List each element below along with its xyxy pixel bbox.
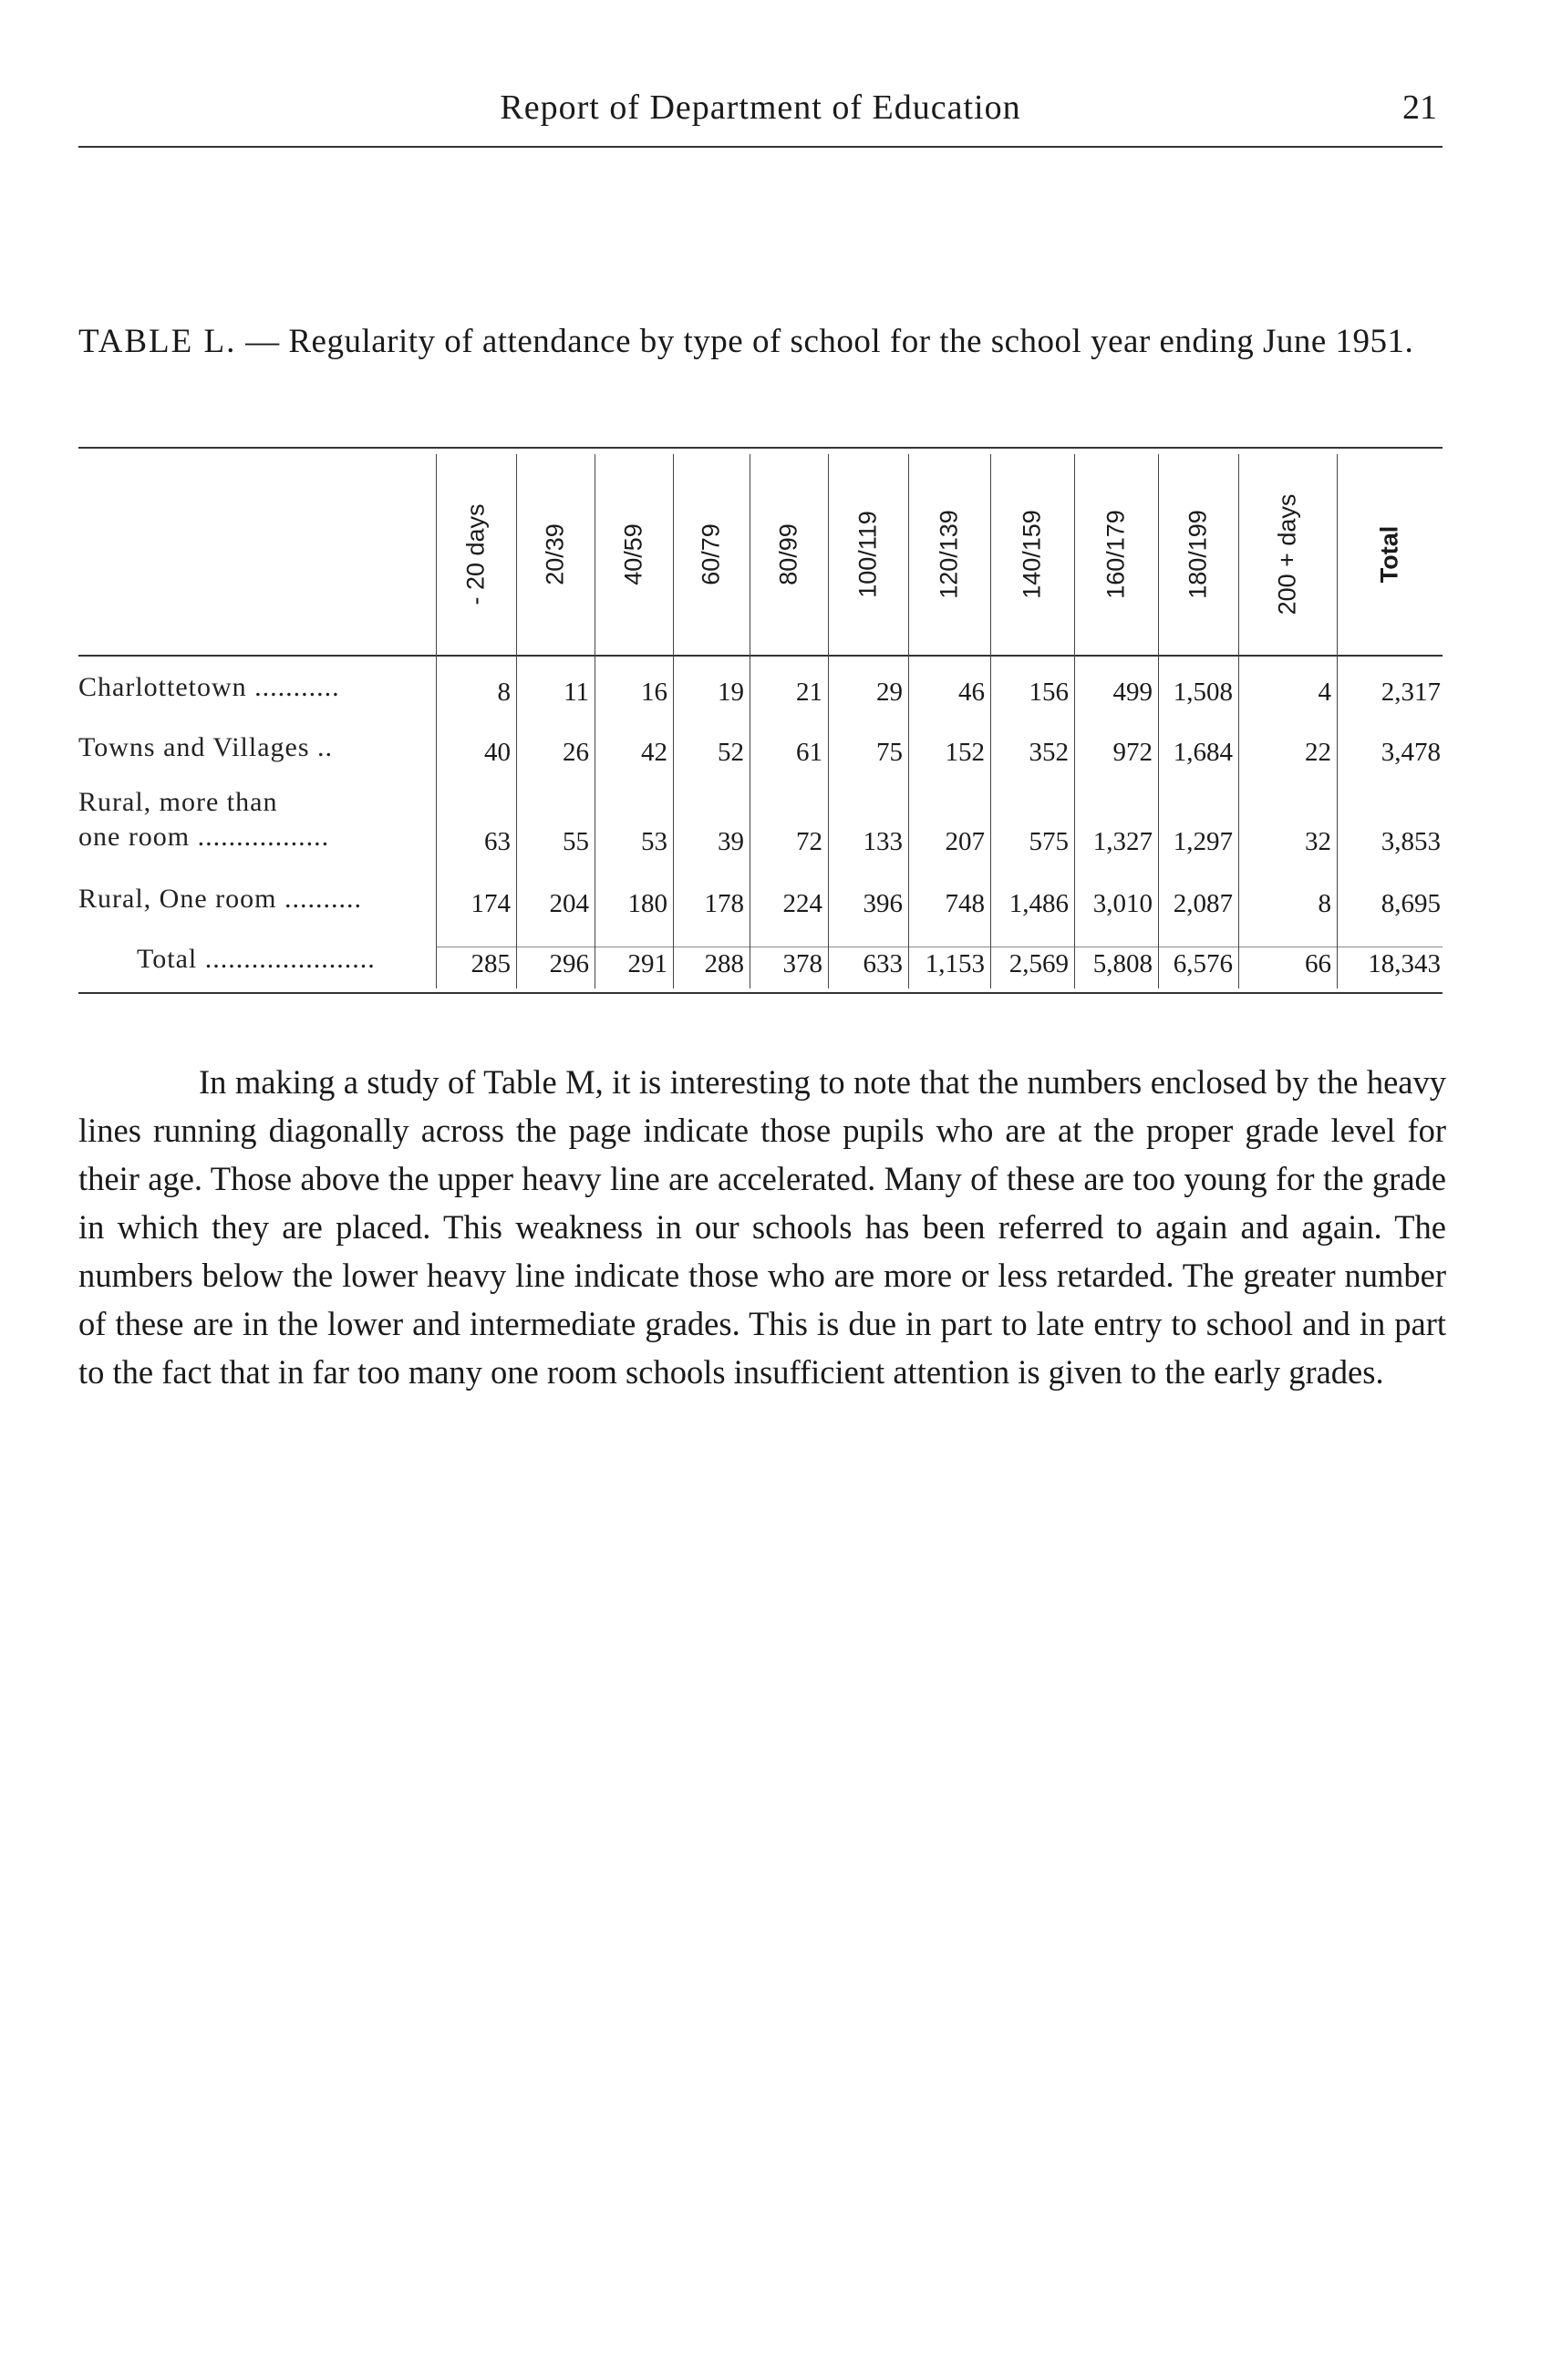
table-cell: 3,853 bbox=[1381, 827, 1441, 856]
table-cell: 39 bbox=[718, 827, 744, 856]
table-cell: 174 bbox=[471, 889, 511, 918]
table-cell: 4 bbox=[1318, 678, 1331, 707]
table-cell: 22 bbox=[1305, 738, 1331, 767]
table-label: TABLE L. bbox=[78, 323, 237, 360]
table-cell: 40 bbox=[484, 738, 511, 767]
column-divider bbox=[1337, 454, 1338, 988]
column-header: 20/39 bbox=[541, 523, 569, 585]
table-cell: 575 bbox=[1029, 827, 1069, 856]
body-text bbox=[78, 1058, 1446, 1396]
row-label: Rural, more than bbox=[78, 787, 278, 817]
column-header: 200 + days bbox=[1273, 493, 1301, 616]
table-cell: 1,327 bbox=[1092, 827, 1153, 856]
table-cell: 2,087 bbox=[1173, 889, 1233, 918]
table-cell: 11 bbox=[564, 678, 589, 707]
table-cell: 633 bbox=[863, 949, 903, 978]
table-cell: 18,343 bbox=[1368, 949, 1441, 978]
table-cell: 3,010 bbox=[1092, 889, 1153, 918]
table-cell: 32 bbox=[1305, 827, 1331, 856]
table-top-rule bbox=[78, 447, 1443, 449]
body-paragraph: In making a study of Table M, it is interesting to note that the numbers enclosed by the heavy lines running diagonally across the page indicate those pupils who are at the proper grade level for their age. Those above the upper heavy line are accelerated. Many of these are too young for the grade in which they are placed. This weakness in our schools has been referred to again and again. The numbers below the lower heavy line indicate those who are more or less retarded. The greater number of these are in the lower and intermediate grades. This is due in part to late entry to school and in part to the fact that in far too many one room schools insufficient attention is given to the early grades. bbox=[78, 1063, 1446, 1391]
table-cell: 178 bbox=[704, 889, 744, 918]
table-cell: 285 bbox=[471, 949, 511, 978]
table-cell: 1,508 bbox=[1173, 678, 1233, 707]
table-cell: 5,808 bbox=[1092, 949, 1153, 978]
table-cell: 748 bbox=[945, 889, 985, 918]
table-cell: 1,153 bbox=[925, 949, 985, 978]
table-cell: 63 bbox=[484, 827, 511, 856]
table-cell: 46 bbox=[958, 678, 985, 707]
table-cell: 204 bbox=[549, 889, 589, 918]
table-cell: 180 bbox=[627, 889, 667, 918]
column-divider bbox=[436, 454, 437, 988]
row-label: Towns and Villages .. bbox=[78, 732, 334, 762]
table-cell: 133 bbox=[863, 827, 903, 856]
table-cell: 296 bbox=[549, 949, 589, 978]
table-cell: 396 bbox=[863, 889, 903, 918]
row-label: Charlottetown ........... bbox=[78, 672, 340, 702]
table-cell: 499 bbox=[1112, 678, 1153, 707]
table-cell: 2,569 bbox=[1008, 949, 1069, 978]
table-cell: 1,486 bbox=[1008, 889, 1069, 918]
table-cell: 26 bbox=[563, 738, 589, 767]
table-cell: 207 bbox=[945, 827, 985, 856]
page-header bbox=[78, 88, 1443, 142]
table-caption bbox=[78, 319, 1446, 365]
table-cell: 288 bbox=[704, 949, 744, 978]
table-cell: 156 bbox=[1029, 678, 1069, 707]
table-cell: 16 bbox=[641, 678, 667, 707]
table-cell: 66 bbox=[1305, 949, 1331, 978]
caption-dash: — bbox=[245, 323, 280, 360]
table-cell: 75 bbox=[876, 738, 903, 767]
column-header: 100/119 bbox=[853, 511, 882, 598]
column-divider bbox=[673, 454, 674, 988]
column-header: 40/59 bbox=[619, 523, 647, 585]
table-cell: 3,478 bbox=[1381, 738, 1441, 767]
row-label: Rural, One room .......... bbox=[78, 884, 362, 914]
column-divider bbox=[516, 454, 517, 988]
column-divider bbox=[908, 454, 909, 988]
column-divider bbox=[1158, 454, 1159, 988]
table-cell: 352 bbox=[1029, 738, 1069, 767]
page-number: 21 bbox=[1402, 88, 1437, 127]
table-cell: 61 bbox=[796, 738, 822, 767]
column-header: 60/79 bbox=[697, 523, 725, 585]
table-cell: 8,695 bbox=[1381, 889, 1441, 918]
table-cell: 53 bbox=[641, 827, 667, 856]
column-divider bbox=[990, 454, 991, 988]
column-header: 180/199 bbox=[1184, 510, 1212, 599]
table-cell: 55 bbox=[563, 827, 589, 856]
table-cell: 52 bbox=[718, 738, 744, 767]
column-divider bbox=[828, 454, 829, 988]
table-cell: 19 bbox=[718, 678, 744, 707]
table-cell: 224 bbox=[782, 889, 822, 918]
table-cell: 2,317 bbox=[1381, 678, 1441, 707]
table-bottom-rule bbox=[78, 992, 1443, 994]
table-cell: 1,684 bbox=[1173, 738, 1233, 767]
column-header: 160/179 bbox=[1101, 510, 1130, 599]
column-header: 140/159 bbox=[1018, 510, 1046, 599]
table-cell: 72 bbox=[796, 827, 822, 856]
table-cell: 378 bbox=[782, 949, 822, 978]
table-cell: 6,576 bbox=[1173, 949, 1233, 978]
header-rule bbox=[78, 146, 1443, 148]
table-cell: 8 bbox=[1318, 889, 1331, 918]
table-cell: 152 bbox=[945, 738, 985, 767]
table-cell: 29 bbox=[876, 678, 903, 707]
table-cell: 21 bbox=[796, 678, 822, 707]
caption-text: Regularity of attendance by type of school for the school year ending June 1951. bbox=[288, 323, 1414, 360]
column-header: - 20 days bbox=[461, 503, 490, 605]
column-header: 80/99 bbox=[774, 523, 802, 585]
column-divider bbox=[1238, 454, 1239, 988]
running-title: Report of Department of Education bbox=[500, 88, 1021, 127]
table-cell: 972 bbox=[1112, 738, 1153, 767]
table-cell: 291 bbox=[627, 949, 667, 978]
row-label: one room ................. bbox=[78, 822, 330, 852]
column-header: 120/139 bbox=[935, 510, 963, 599]
table-cell: 42 bbox=[641, 738, 667, 767]
column-header: Total bbox=[1375, 525, 1403, 584]
attendance-table bbox=[78, 447, 1443, 994]
row-label: Total ...................... bbox=[137, 944, 376, 974]
table-cell: 8 bbox=[497, 678, 511, 707]
table-cell: 1,297 bbox=[1173, 827, 1233, 856]
column-divider bbox=[1074, 454, 1075, 988]
